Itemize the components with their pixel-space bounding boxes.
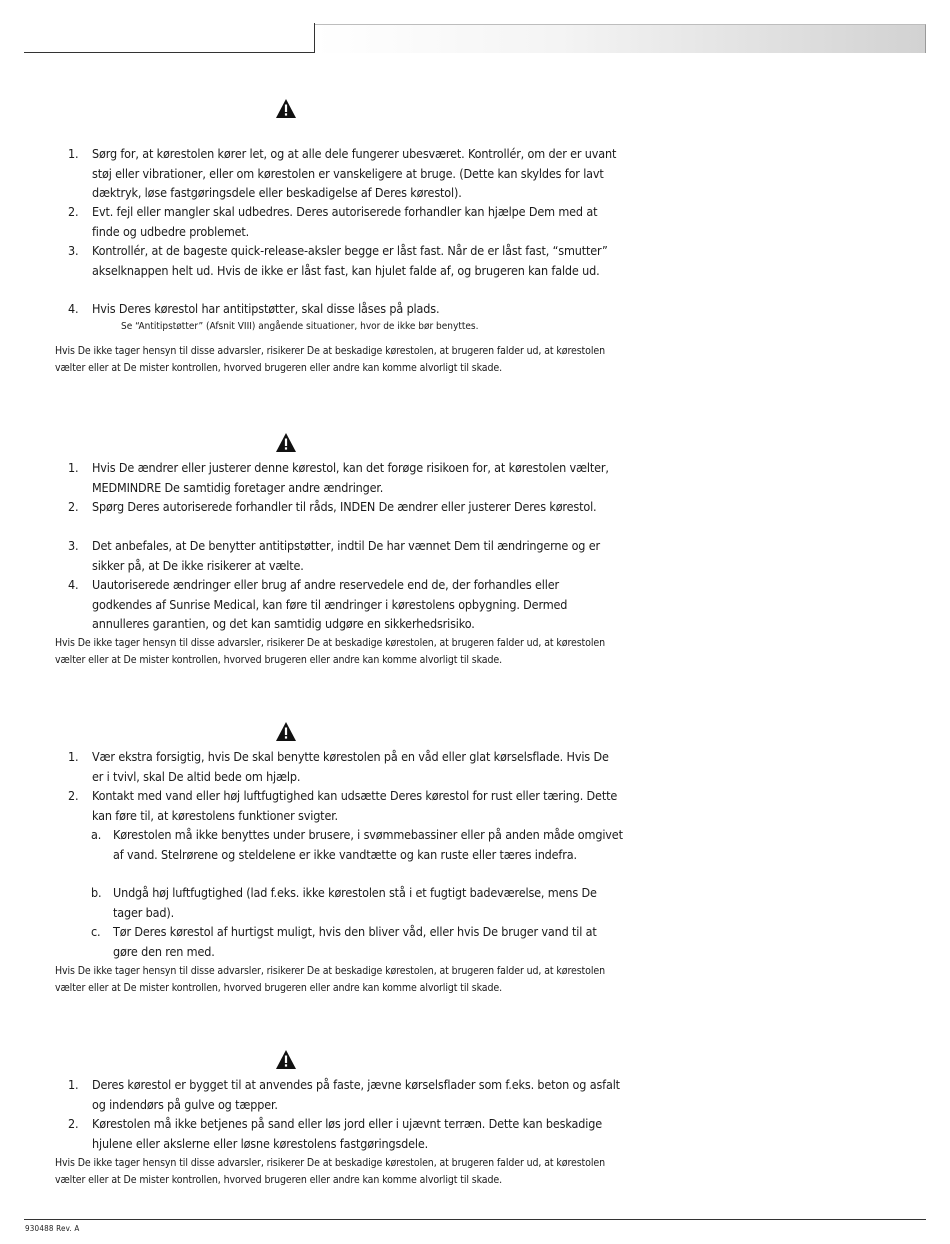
sub-list-item-text: Tør Deres kørestol af hurtigst muligt, hvis den bliver våd, eller hvis De bruger vand til at gøre den ren med. xyxy=(113,924,597,959)
consequence-warning: Hvis De ikke tager hensyn til disse advarsler, risikerer De at beskadige kørestolen, at brugeren falder ud, at kørestolen vælter eller at De mister kontrollen, hvorved brugeren eller andre kan komme alvorligt til skade. xyxy=(55,1157,605,1186)
warning-icon xyxy=(276,99,296,118)
list-item-text: Kørestolen må ikke betjenes på sand eller løs jord eller i ujævnt terræn. Dette kan beskadige hjulene eller akslerne eller løsne kørestolens fastgøringsdele. xyxy=(92,1116,602,1151)
list-number: 1. xyxy=(68,749,79,764)
list-item xyxy=(68,202,622,241)
list-item-text: Det anbefales, at De benytter antitipstøtter, indtil De har vænnet Dem til ændringerne og er sikker på, at De ikke risikerer at vælte. xyxy=(92,538,600,573)
list-number: 1. xyxy=(68,460,79,475)
list-number: 1. xyxy=(68,146,79,161)
list-item xyxy=(68,575,622,634)
warning-icon xyxy=(276,433,296,452)
list-item-text: Kontakt med vand eller høj luftfugtighed kan udsætte Deres kørestol for rust eller tæring. Dette kan føre til, at kørestolens funktioner svigter. xyxy=(92,788,618,823)
list-item-text: Hvis De ændrer eller justerer denne kørestol, kan det forøge risikoen for, at kørestolen vælter, MEDMINDRE De samtidig foretager andre ændringer. xyxy=(92,460,609,495)
reference-note: Se “Antitipstøtter” (Afsnit VIII) angående situationer, hvor de ikke bør benyttes. xyxy=(121,321,479,332)
list-number: 1. xyxy=(68,1077,79,1092)
sub-list-item-text: Undgå høj luftfugtighed (lad f.eks. ikke kørestolen stå i et fugtigt badeværelse, mens De tager bad). xyxy=(113,885,597,920)
sub-list-letter: b. xyxy=(91,885,102,900)
list-item-text: Kontrollér, at de bageste quick-release-aksler begge er låst fast. Når de er låst fast, “smutter” akselknappen helt ud. Hvis de ikke er låst fast, kan hjulet falde af, og brugeren kan falde ud. xyxy=(92,243,608,278)
list-number: 2. xyxy=(68,204,79,219)
document-code: 930488 Rev. A xyxy=(25,1224,80,1233)
list-item xyxy=(68,241,622,280)
list-item-text: Uautoriserede ændringer eller brug af andre reservedele end de, der forhandles eller godkendes af Sunrise Medical, kan føre til ændringer i kørestolens opbygning. Dermed annulleres garantien, og det kan samtidig udgøre en sikkerhedsrisiko. xyxy=(92,577,568,631)
list-number: 2. xyxy=(68,1116,79,1131)
list-item xyxy=(68,786,622,825)
consequence-warning: Hvis De ikke tager hensyn til disse advarsler, risikerer De at beskadige kørestolen, at brugeren falder ud, at kørestolen vælter eller at De mister kontrollen, hvorved brugeren eller andre kan komme alvorligt til skade. xyxy=(55,637,605,666)
sub-list-item xyxy=(91,825,623,864)
list-item xyxy=(68,458,622,497)
list-item xyxy=(68,747,622,786)
list-item xyxy=(68,1075,622,1114)
warning-icon xyxy=(276,722,296,741)
list-item xyxy=(68,536,622,575)
list-item-text: Deres kørestol er bygget til at anvendes på faste, jævne kørselsflader som f.eks. beton og asfalt og indendørs på gulve og tæpper. xyxy=(92,1077,620,1112)
list-item xyxy=(68,299,622,319)
sub-list-item xyxy=(91,883,623,922)
sub-list-letter: a. xyxy=(91,827,102,842)
list-number: 4. xyxy=(68,577,79,592)
consequence-warning: Hvis De ikke tager hensyn til disse advarsler, risikerer De at beskadige kørestolen, at brugeren falder ud, at kørestolen vælter eller at De mister kontrollen, hvorved brugeren eller andre kan komme alvorligt til skade. xyxy=(55,965,605,994)
list-number: 2. xyxy=(68,788,79,803)
list-item xyxy=(68,144,622,203)
list-item-text: Sørg for, at kørestolen kører let, og at alle dele fungerer ubesværet. Kontrollér, om der er uvant støj eller vibrationer, eller om kørestolen er vanskeligere at bruge. (Dette kan skyldes for lavt dæktryk, løse fastgøringsdele eller beskadigelse af Deres kørestol). xyxy=(92,146,617,200)
list-item xyxy=(68,497,622,517)
list-item-text: Hvis Deres kørestol har antitipstøtter, skal disse låses på plads. xyxy=(92,301,440,316)
list-number: 3. xyxy=(68,538,79,553)
header-gradient-bar xyxy=(315,24,926,53)
list-number: 4. xyxy=(68,301,79,316)
footer-rule xyxy=(24,1219,926,1220)
warning-icon xyxy=(276,1050,296,1069)
list-number: 3. xyxy=(68,243,79,258)
list-item-text: Vær ekstra forsigtig, hvis De skal benytte kørestolen på en våd eller glat kørselsflade. Hvis De er i tvivl, skal De altid bede om hjælp. xyxy=(92,749,609,784)
sub-list-letter: c. xyxy=(91,924,101,939)
sub-list-item xyxy=(91,922,623,961)
sub-list-item-text: Kørestolen må ikke benyttes under brusere, i svømmebassiner eller på anden måde omgivet af vand. Stelrørene og steldelene er ikke vandtætte og kan ruste eller tæres indefra. xyxy=(113,827,623,862)
list-item xyxy=(68,1114,622,1153)
list-item-text: Spørg Deres autoriserede forhandler til råds, INDEN De ændrer eller justerer Deres kørestol. xyxy=(92,499,597,514)
list-number: 2. xyxy=(68,499,79,514)
list-item-text: Evt. fejl eller mangler skal udbedres. Deres autoriserede forhandler kan hjælpe Dem med at finde og udbedre problemet. xyxy=(92,204,598,239)
consequence-warning: Hvis De ikke tager hensyn til disse advarsler, risikerer De at beskadige kørestolen, at brugeren falder ud, at kørestolen vælter eller at De mister kontrollen, hvorved brugeren eller andre kan komme alvorligt til skade. xyxy=(55,345,605,374)
